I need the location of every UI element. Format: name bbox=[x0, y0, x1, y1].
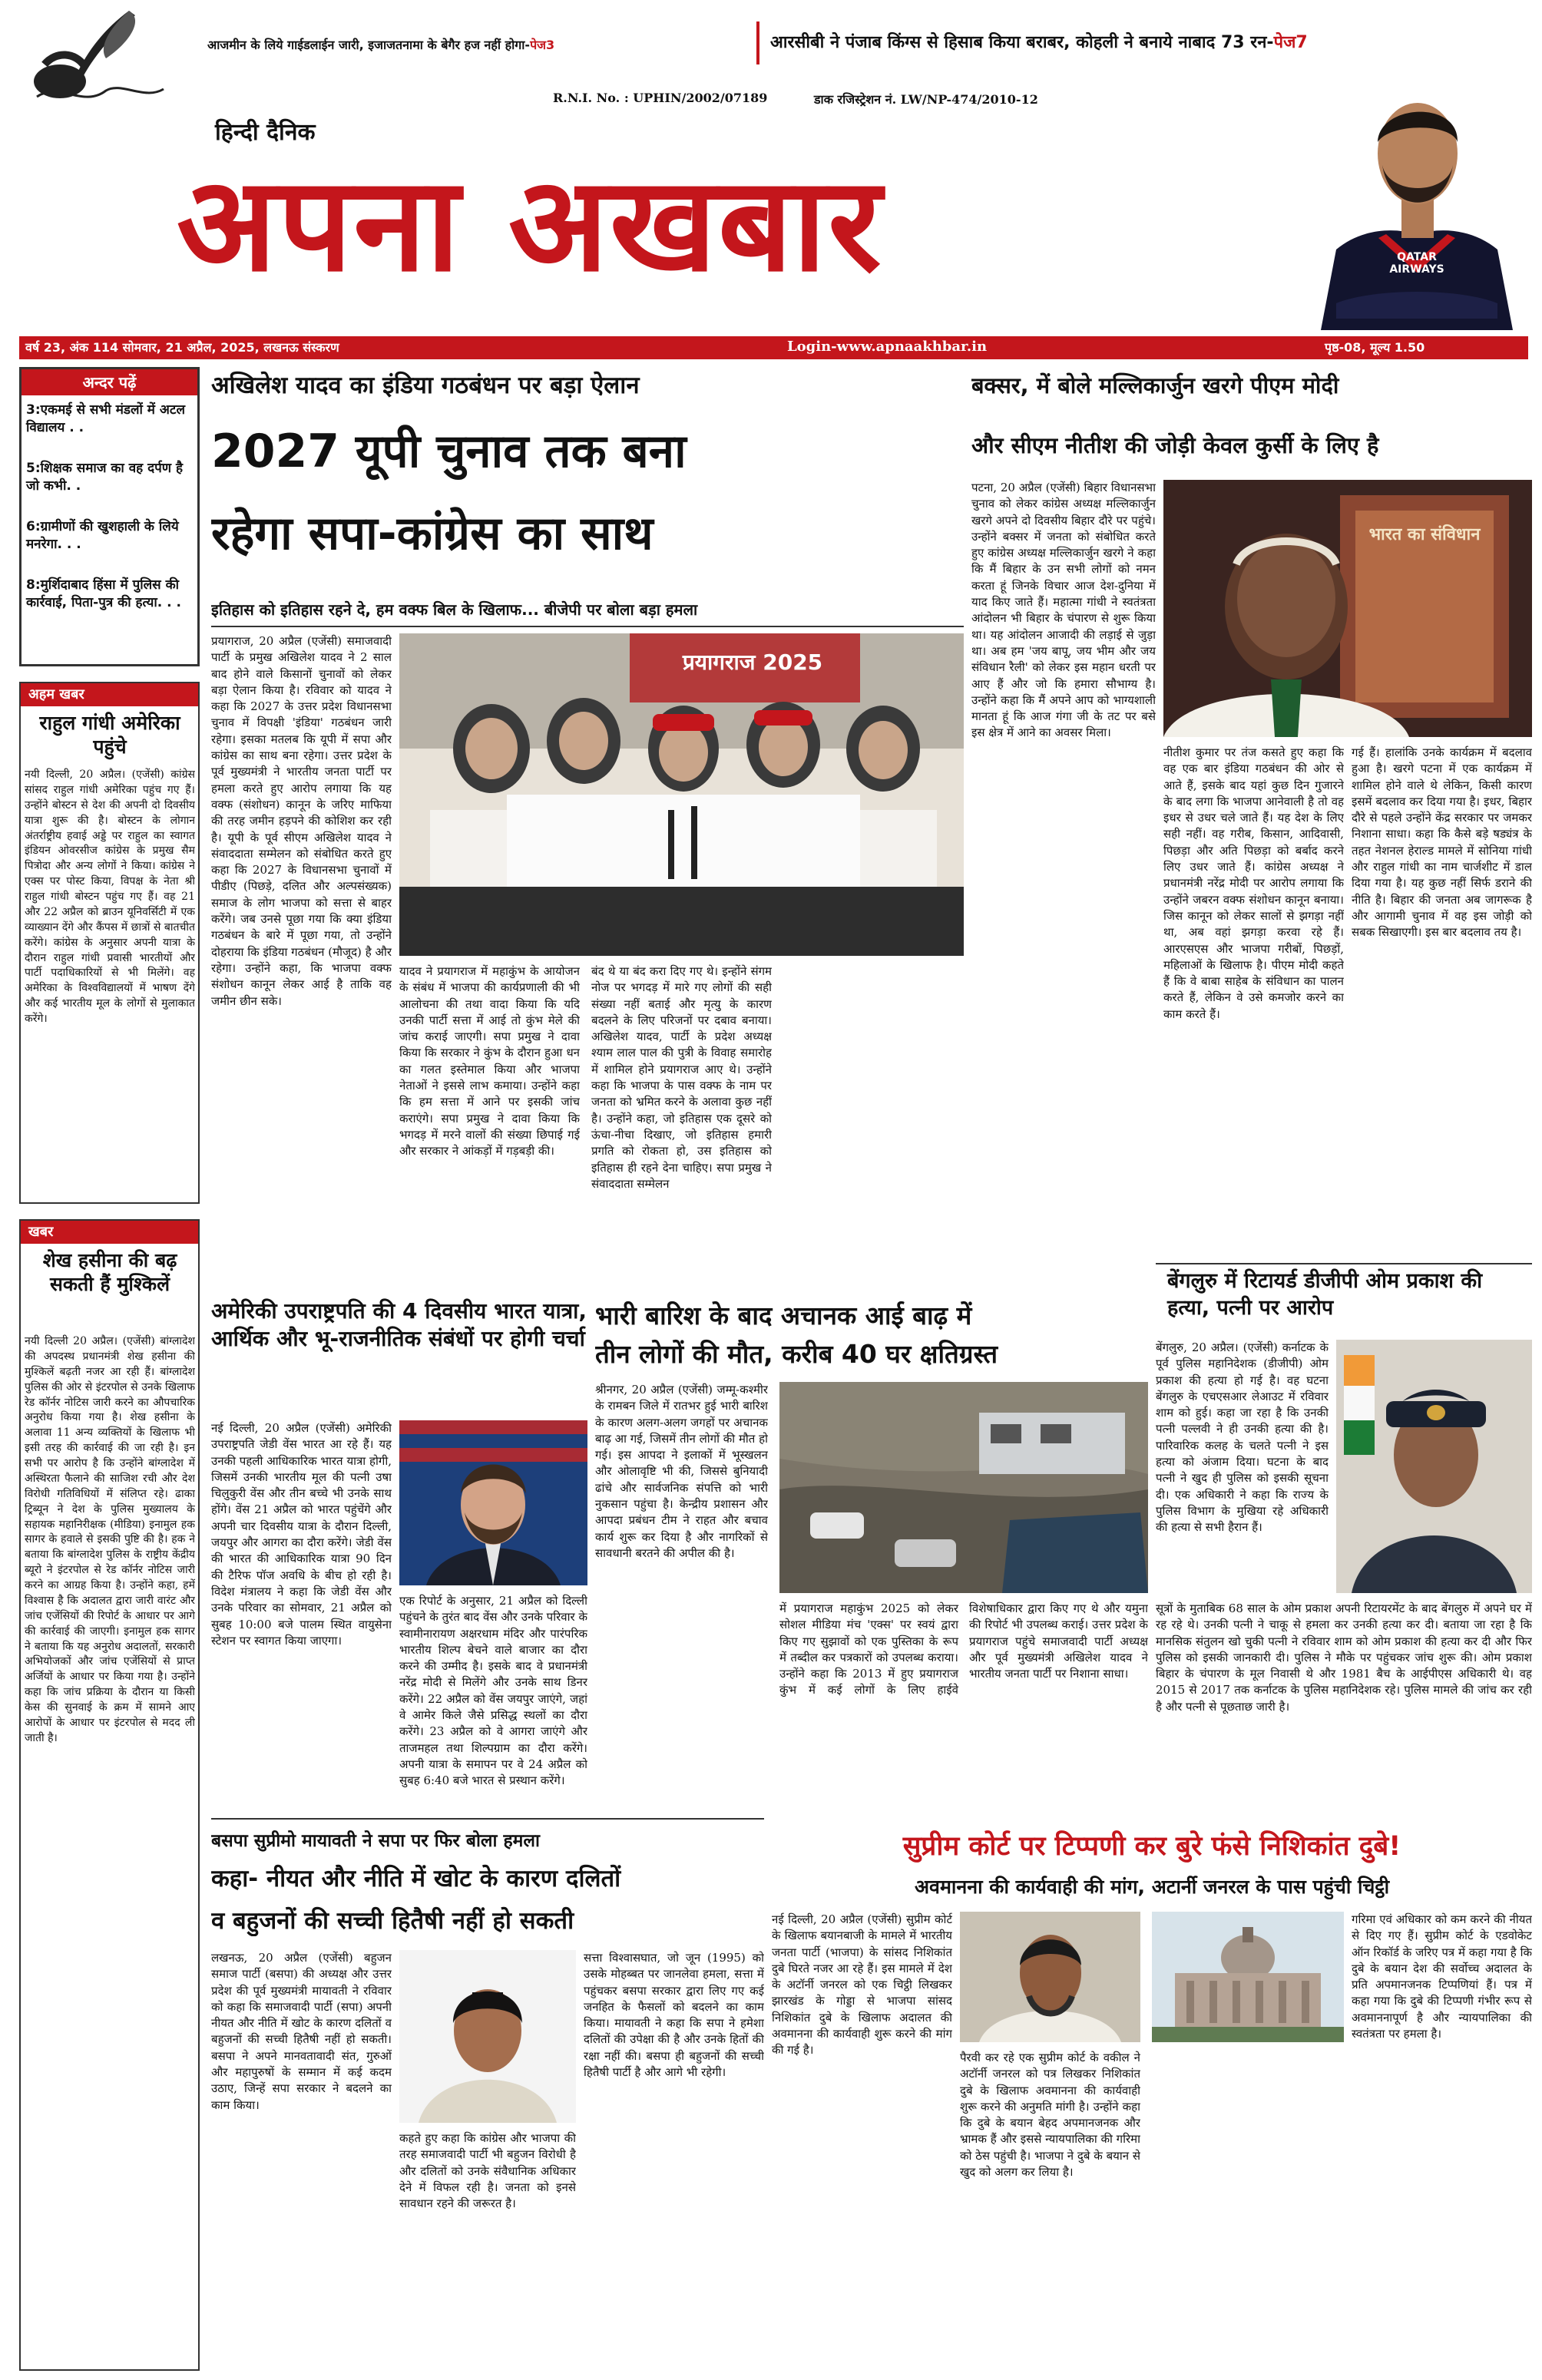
rni-number: R.N.I. No. : UPHIN/2002/07189 bbox=[553, 91, 768, 105]
dubey-subhead: अवमानना की कार्यवाही की मांग, अटार्नी जनरल के पास पहुंची चिट्ठी bbox=[914, 1876, 1390, 1898]
top-teaser-left[interactable] bbox=[207, 32, 737, 58]
newspaper-title: अपना अखबार bbox=[177, 149, 883, 301]
kharge-col-3: गई हैं। हालांकि उनके कार्यक्रम में बदलाव हुआ है। खरगे पटना में एक कार्यक्रम में शामिल होने वाले थे लेकिन, किसी कारण इसमें बदलाव कर दिया गया है। इधर, बिहार दौरे से पहले उन्होंने केंद्र सरकार पर जमकर निशाना साधा। कहा कि कैसे बड़े षड्यंत्र के तहत नेशनल हेराल्ड मामले में सोनिया गांधी और राहुल गांधी का नाम चार्जशीट में डाल दिया गया है। यह कुछ नहीं सिर्फ डराने की नीति है। बिहार की जनता अब जागरूक है और आगामी चुनाव में वह इस जोड़ी को सबक सिखाएगी। इस बार बदलाव तय है। bbox=[1352, 745, 1532, 940]
kharge-headline-1[interactable]: बक्सर, में बोले मल्लिकार्जुन खरगे पीएम मोदी bbox=[971, 372, 1339, 398]
mayawati-col-2: कहते हुए कहा कि कांग्रेस और भाजपा की तरह समाजवादी पार्टी भी बहुजन विरोधी है और दलितों को उनके संवैधानिक अधिकार देने में विफल रही है। जनता को इनसे सावधान रहने की जरूरत है। bbox=[399, 2131, 576, 2211]
top-strip bbox=[0, 0, 1542, 84]
ahem-khabar-title: अहम खबर bbox=[21, 683, 198, 706]
mayawati-photo bbox=[399, 1950, 576, 2123]
tagline: हिन्दी दैनिक bbox=[215, 119, 316, 146]
divider bbox=[1156, 1263, 1532, 1264]
flood-headline-1[interactable]: भारी बारिश के बाद अचानक आई बाढ़ में bbox=[595, 1301, 972, 1330]
top-teaser-right-page: पेज7 bbox=[1273, 33, 1308, 52]
om-prakash-photo bbox=[1336, 1340, 1532, 1593]
vance-col-1: नई दिल्ली, 20 अप्रैल (एजेंसी) अमेरिकी उपराष्ट्रपति जेडी वेंस भारत आ रहे हैं। यह उनकी पहली आधिकारिक भारत यात्रा होगी, जिसमें उनकी भारतीय मूल की पत्नी उषा चिलुकुरी वेंस और तीन बच्चे भी उनके साथ होंगे। वेंस 21 अप्रैल को भारत पहुंचेंगे और अपनी चार दिवसीय यात्रा के दौरान दिल्ली, जयपुर और आगरा का दौरा करेंगे। जेडी वेंस की भारत की आधिकारिक यात्रा 90 दिन की टैरिफ पॉज अवधि के बीच हो रही है। विदेश मंत्रालय ने कहा कि जेडी वेंस और उनके परिवार का सोमवार, 21 अप्रैल को सुबह 10:00 बजे पालम स्थित वायुसेना स्टेशन पर स्वागत किया जाएगा। bbox=[211, 1421, 392, 1648]
akhilesh-kicker[interactable]: अखिलेश यादव का इंडिया गठबंधन पर बड़ा ऐलान bbox=[211, 372, 640, 399]
divider bbox=[211, 1818, 764, 1820]
dubey-headline[interactable]: सुप्रीम कोर्ट पर टिप्पणी कर बुरे फंसे निशिकांत दुबे! bbox=[902, 1831, 1401, 1862]
akhilesh-photo-banner: प्रयागराज 2025 bbox=[682, 650, 823, 675]
kohli-photo bbox=[1305, 81, 1528, 330]
dubey-col-3: गरिमा एवं अधिकार को कम करने की नीयत से दिए गए हैं। सुप्रीम कोर्ट के एडवोकेट ऑन रिकॉर्ड के जरिए पत्र में कहा गया है कि दुबे के बयान देश की सर्वोच्च अदालत के प्रति अपमानजनक टिप्पणियां हैं। पत्र में कहा गया कि दुबे की टिप्पणी गंभीर रूप से अवमाननापूर्ण है और न्यायपालिका की स्वतंत्रता पर हमला है। bbox=[1352, 1912, 1532, 2041]
akhilesh-subhead: इतिहास को इतिहास रहने दे, हम वक्फ बिल के खिलाफ... बीजेपी पर बोला बड़ा हमला bbox=[211, 600, 698, 619]
ahem-khabar-box bbox=[19, 682, 200, 1204]
inside-item[interactable]: 3:एकमई से सभी मंडलों में अटल विद्यालय . . bbox=[26, 402, 185, 435]
dubey-photo bbox=[960, 1912, 1140, 2042]
mayawati-kicker[interactable]: बसपा सुप्रीमो मायावती ने सपा पर फिर बोला हमला bbox=[211, 1831, 540, 1851]
akhilesh-press-photo bbox=[399, 633, 964, 956]
mayawati-col-1: लखनऊ, 20 अप्रैल (एजेंसी) बहुजन समाज पार्टी (बसपा) की अध्यक्ष और उत्तर प्रदेश की पूर्व मुख्यमंत्री मायावती ने रविवार को कहा कि समाजवादी पार्टी (सपा) अपनी नीयत और नीति में खोट के कारण दलितों व बहुजनों की सच्ची हितैषी नहीं हो सकती। बसपा ने अपने मानवतावादी संत, गुरुओं और महापुरुषों के सम्मान में कई कदम उठाए, जिन्हें सपा सरकार ने बदलने का काम किया। bbox=[211, 1951, 392, 2112]
akhilesh-col-3: बंद थे या बंद करा दिए गए थे। इन्होंने संगम नोज पर भगदड़ में मारे गए लोगों की सही संख्या नहीं बताई और मृत्यु के कारण बदलने के लिए परिजनों पर दबाव बनाया। अखिलेश यादव, पार्टी के प्रदेश अध्यक्ष श्याम लाल पाल की पुत्री के विवाह समारोह में शामिल होने प्रयागराज आए थे। उन्होंने कहा कि भाजपा के पास वक्फ के नाम पर जनता को भ्रमित करने के अलावा कुछ नहीं है। उन्होंने कहा, जो इतिहास एक दूसरे को ऊंचा-नीचा दिखाए, जो इतिहास हमारी प्रगति को रोकता हो, उस इतिहास को इतिहास ही रहने देना चाहिए। सपा प्रमुख ने संवाददाता सम्मेलन bbox=[591, 964, 772, 1191]
kharge-col-2: नीतीश कुमार पर तंज कसते हुए कहा कि वह एक बार इंडिया गठबंधन की ओर से आते हैं, इसके बाद यहां कुछ दिन गुजारने के बाद लगा कि भाजपा आनेवाली है तो वह इधर से उधर चले जाते हैं। यह देश के लिए सही नहीं। वह गरीब, किसान, आदिवासी, पिछड़ा और अति पिछड़ा को बर्बाद करने लिए उधर जाते हैं। कांग्रेस अध्यक्ष ने प्रधानमंत्री नरेंद्र मोदी पर आरोप लगाया कि उन्होंने जबरन वक्फ संशोधन कानून बनाया। जिस कानून को लेकर सालों से झगड़ा नहीं था, अब वहां झगड़ा करवा रहे हैं। आरएसएस और भाजपा गरीबों, पिछड़ों, महिलाओं के खिलाफ है। पीएम मोदी कहते हैं कि वे बाबा साहेब के संविधान का पालन करते हैं, लेकिन वे उसे कमजोर करने का काम करते हैं। bbox=[1163, 745, 1344, 1021]
divider bbox=[211, 626, 964, 627]
ahem-khabar-body: नयी दिल्ली, 20 अप्रैल। (एजेंसी) कांग्रेस सांसद राहुल गांधी अमेरिका पहुंच गए हैं। उन्होंने बोस्टन से देश की अपनी दो दिवसीय यात्रा शुरू की है। बोस्टन के लोगान अंतर्राष्ट्रीय हवाई अड्डे पर राहुल का स्वागत इंडियन ओवरसीज कांग्रेस के प्रमुख सैम पित्रोदा और अन्य लोगों ने किया। कांग्रेस ने एक्स पर पोस्ट किया, विपक्ष के नेता श्री राहुल गांधी बोस्टन पहुंच गए हैं। वह 21 और 22 अप्रैल को ब्राउन यूनिवर्सिटी में एक व्याख्यान देंगे और कैंपस में छात्रों से बातचीत करेंगे। कांग्रेस के अनुसार अपनी यात्रा के दौरान राहुल गांधी प्रवासी भारतीयों और पार्टी पदाधिकारियों से भी मिलेंगे। वह अमेरिका के विश्वविद्यालयों में भाषण देंगे और कई भारतीय मूल के लोगों से मुलाकात करेंगे। bbox=[25, 769, 195, 1025]
akhilesh-headline-1[interactable]: 2027 यूपी चुनाव तक बना bbox=[211, 425, 687, 478]
top-teaser-left-page: पेज3 bbox=[530, 38, 555, 52]
supreme-court-photo bbox=[1152, 1912, 1344, 2042]
flood-col-1: श्रीनगर, 20 अप्रैल (एजेंसी) जम्मू-कश्मीर के रामबन जिले में रातभर हुई भारी बारिश के कारण अलग-अलग जगहों पर अचानक बाढ़ आ गई, जिसमें तीन लोगों की मौत हो गई। इस आपदा ने इलाकों में भूस्खलन और ओलावृष्टि भी की, जिससे बुनियादी ढांचे और सार्वजनिक संपत्ति को भारी नुकसान पहुंचा है। केन्द्रीय प्रशासन और आपदा प्रबंधन टीम ने राहत और बचाव कार्य शुरू कर दिया है और नागरिकों से सावधानी बरतने की अपील की है। bbox=[595, 1383, 768, 1560]
kharge-photo-caption: भारत का संविधान bbox=[1368, 525, 1481, 544]
mayawati-headline-2[interactable]: व बहुजनों की सच्ची हितैषी नहीं हो सकती bbox=[211, 1907, 574, 1935]
kharge-photo bbox=[1163, 480, 1532, 737]
vance-col-2: एक रिपोर्ट के अनुसार, 21 अप्रैल को दिल्ली पहुंचने के तुरंत बाद वेंस और उनके परिवार के स्वामीनारायण अक्षरधाम मंदिर और पारंपरिक भारतीय शिल्प बेचने वाले बाजार का दौरा करने की उम्मीद है। इसके बाद वे प्रधानमंत्री नरेंद्र मोदी से मिलेंगे और उनके साथ डिनर करेंगे। 22 अप्रैल को वेंस जयपुर जाएंगे, जहां वे आमेर किले जैसे प्रसिद्ध स्थलों का दौरा करेंगे। 23 अप्रैल को वे आगरा जाएंगे और ताजमहल तथा शिल्पग्राम का दौरा करेंगे। अपनी यात्रा के समापन पर वे 24 अप्रैल को सुबह 6:40 बजे भारत से प्रस्थान करेंगे। bbox=[399, 1594, 587, 1788]
inside-box-title: अन्दर पढ़ें bbox=[22, 369, 197, 395]
kharge-col-1: पटना, 20 अप्रैल (एजेंसी) बिहार विधानसभा चुनाव को लेकर कांग्रेस अध्यक्ष मल्लिकार्जुन खरगे अपने दो दिवसीय बिहार दौरे पर पहुंचे। उन्होंने बक्सर में जनता को संबोधित करते हुए कांग्रेस अध्यक्ष मल्लिकार्जुन खरगे ने कहा कि मैं बिहार के उन सभी लोगों को नमन करता हूं जिनके विचार आज देश-दुनिया में याद किए जाते हैं। महात्मा गांधी ने स्वतंत्रता आंदोलन भी बिहार के चंपारण से शुरू किया था। यह आंदोलन आजादी की लड़ाई से जुड़ा था। अब हम 'जय बापू, जय भीम और जय संविधान रैली' को लेकर इस महान धरती पर आए हैं और जो कि हमारा सौभाग्य है। उन्होंने कहा कि मैं अपने आप को भाग्यशाली मानता हूं कि आज गंगा जी के तट पर बसे इस क्षेत्र में आने का अवसर मिला। bbox=[971, 481, 1156, 740]
top-teaser-right[interactable] bbox=[756, 21, 1532, 64]
jersey-sponsor: QATAR AIRWAYS bbox=[1389, 251, 1444, 276]
quill-logo bbox=[14, 5, 175, 120]
mayawati-headline-1[interactable]: कहा- नीयत और नीति में खोट के कारण दलितों bbox=[211, 1865, 621, 1892]
postal-registration: डाक रजिस्ट्रेशन नं. LW/NP-474/2010-12 bbox=[814, 92, 1038, 107]
page-price: पृष्ठ-08, मूल्य 1.50 bbox=[1325, 340, 1425, 355]
inside-item[interactable]: 5:शिक्षक समाज का वह दर्पण है जो कभी. . bbox=[26, 461, 184, 494]
khabar-headline[interactable]: शेख हसीना की बढ़ सकती हैं मुश्किलें bbox=[42, 1249, 177, 1296]
dubey-col-2: पैरवी कर रहे एक सुप्रीम कोर्ट के वकील ने अटॉर्नी जनरल को पत्र लिखकर निशिकांत दुबे के खिलाफ अवमानना की कार्यवाही शुरू करने की अनुमति मांगी है। उन्होंने कहा कि दुबे के बयान बेहद अपमानजनक और भ्रामक हैं और इससे न्यायपालिका की गरिमा को ठेस पहुंची है। भाजपा ने दुबे के बयान से खुद को अलग कर लिया है। bbox=[960, 2051, 1140, 2180]
khabar-body: नयी दिल्ली 20 अप्रैल। (एजेंसी) बांग्लादेश की अपदस्थ प्रधानमंत्री शेख हसीना की मुश्किलें बढ़ती नजर आ रही हैं। बांग्लादेश पुलिस की ओर से इंटरपोल से उनके खिलाफ रेड कॉर्नर नोटिस जारी करने का औपचारिक अनुरोध किया गया है। शेख हसीना के अलावा 11 अन्य व्यक्तियों के खिलाफ भी इसी तरह की कार्रवाई की जा रही है। इन सभी पर आरोप है कि उन्होंने बांग्लादेश में अस्थिरता फैलाने की साजिश रची और देश विरोधी गतिविधियों में संलिप्त रहे। ढाका ट्रिब्यून ने देश के पुलिस मुख्यालय के सहायक महानिरीक्षक (मीडिया) इनामुल हक सागर के हवाले से इसकी पुष्टि की है। हक ने बताया कि बांग्लादेश पुलिस के राष्ट्रीय केंद्रीय ब्यूरो ने इंटरपोल से रेड कॉर्नर नोटिस जारी करने का आग्रह किया है। उन्होंने कहा, हमें विश्वास है कि अदालत द्वारा जारी वारंट और जांच एजेंसियों की रिपोर्ट के आधार पर आगे की कार्रवाई की जाएगी। इनामुल हक सागर ने बताया कि यह अनुरोध अदालतों, सरकारी अभियोजकों और जांच एजेंसियों से प्राप्त अर्जियों के आधार पर किया गया है। उन्होंने कहा कि जांच प्रक्रिया के दौरान या किसी केस की सुनवाई के क्रम में सामने आए आरोपों के आधार पर इंटरपोल से मदद ली जाती है। bbox=[25, 1335, 195, 1744]
dubey-col-1: नई दिल्ली, 20 अप्रैल (एजेंसी) सुप्रीम कोर्ट के खिलाफ बयानबाजी के मामले में भारतीय जनता पार्टी (भाजपा) के सांसद निशिकांत दुबे घिरते नजर आ रहे हैं। इस मामले में देश के अटॉर्नी जनरल को एक चिट्ठी लिखकर झारखंड के गोड्डा से भाजपा सांसद निशिकांत दुबे के खिलाफ अदालत की अवमानना की कार्यवाही शुरू करने की मांग की गई है। bbox=[772, 1912, 952, 2058]
inside-item[interactable]: 8:मुर्शिदाबाद हिंसा में पुलिस की कार्रवाई, पिता-पुत्र की हत्या. . . bbox=[26, 577, 181, 610]
issue-info: वर्ष 23, अंक 114 सोमवार, 21 अप्रैल, 2025, लखनऊ संस्करण bbox=[25, 340, 339, 355]
flood-photo bbox=[779, 1382, 1148, 1593]
bengaluru-headline[interactable]: बेंगलुरु में रिटायर्ड डीजीपी ओम प्रकाश की हत्या, पत्नी पर आरोप bbox=[1167, 1269, 1483, 1320]
bengaluru-col-1: बेंगलुरु, 20 अप्रैल। (एजेंसी) कर्नाटक के पूर्व पुलिस महानिदेशक (डीजीपी) ओम प्रकाश की हत्या हो गई है। वह घटना बेंगलुरु के एचएसआर लेआउट में रविवार शाम को हुई। कहा जा रहा है कि उनकी पत्नी पल्लवी ने ही उनकी हत्या की है। पारिवारिक कलह के चलते पत्नी ने इस हत्या को अंजाम दिया। घटना के बाद पत्नी ने खुद ही पुलिस को इसकी सूचना दी। एक अधिकारी ने कहा कि राज्य के पुलिस विभाग के मुखिया रहे अधिकारी की हत्या से सभी हैरान हैं। bbox=[1156, 1340, 1329, 1535]
vance-photo bbox=[399, 1420, 587, 1585]
vance-headline[interactable]: अमेरिकी उपराष्ट्रपति की 4 दिवसीय भारत यात्रा, आर्थिक और भू-राजनीतिक संबंधों पर होगी चर्चा bbox=[211, 1298, 587, 1352]
top-teaser-left-text: आजमीन के लिये गाईडलाईन जारी, इजाजतनामा के बेगैर हज नहीं होगा- bbox=[207, 38, 531, 52]
inside-item[interactable]: 6:ग्रामीणों की खुशहाली के लिये मनरेगा. . . bbox=[26, 519, 179, 552]
info-bar bbox=[19, 336, 1528, 359]
flood-headline-2[interactable]: तीन लोगों की मौत, करीब 40 घर क्षतिग्रस्त bbox=[595, 1339, 998, 1369]
kharge-headline-2[interactable]: और सीएम नीतीश की जोड़ी केवल कुर्सी के लिए है bbox=[971, 432, 1379, 458]
akhilesh-col-1: प्रयागराज, 20 अप्रैल (एजेंसी) समाजवादी पार्टी के प्रमुख अखिलेश यादव ने 2 साल बाद होने वाले किसानों चुनावों को लेकर बड़ा ऐलान किया है। रविवार को यादव ने कहा कि 2027 के उत्तर प्रदेश विधानसभा चुनाव में विपक्षी 'इंडिया' गठबंधन जारी रहेगा। इसका मतलब कि यूपी में सपा और कांग्रेस का साथ बना रहेगा। उत्तर प्रदेश के पूर्व मुख्यमंत्री ने भारतीय जनता पार्टी पर हमला करते हुए आरोप लगाया कि यह वक्फ (संशोधन) कानून के जरिए माफिया की तरह जमीन हड़पने की कोशिश कर रही है। यूपी के पूर्व सीएम अखिलेश यादव ने संवाददाता सम्मेलन को संबोधित करते हुए कहा कि 2027 के विधानसभा चुनावों में पीडीए (पिछड़े, दलित और अल्पसंख्यक) समाज के लोग भाजपा को सत्ता से बाहर करेंगे। जब उनसे पूछा गया कि क्या इंडिया गठबंधन के बारे में पूछा गया, तो उन्होंने दोहराया कि इंडिया गठबंधन (मौजूद) है और रहेगा। उन्होंने कहा, कि भाजपा वक्फ संशोधन कानून लेकर आई है ताकि वह जमीन छीन सके। bbox=[211, 634, 392, 1008]
inside-box bbox=[19, 367, 200, 666]
flood-col-2: में प्रयागराज महाकुंभ 2025 को लेकर सोशल मीडिया मंच 'एक्स' पर स्वयं द्वारा किए गए सुझावों को एक पुस्तिका के रूप में तब्दील कर पत्रकारों को उपलब्ध कराया। उन्होंने कहा कि 2013 में हुए प्रयागराज कुंभ में कई लोगों के लिए हाईवे विशेषाधिकार द्वारा किए गए थे और यमुना की रिपोर्ट भी उपलब्ध कराई। उत्तर प्रदेश के प्रयागराज पहुंचे समाजवादी पार्टी अध्यक्ष और पूर्व मुख्यमंत्री अखिलेश यादव ने भारतीय जनता पार्टी पर निशाना साधा। bbox=[779, 1602, 1148, 1697]
sidebar bbox=[19, 367, 200, 2371]
top-teaser-right-text: आरसीबी ने पंजाब किंग्स से हिसाब किया बराबर, कोहली ने बनाये नाबाद 73 रन- bbox=[770, 33, 1274, 52]
mayawati-col-3: सत्ता विश्वासघात, जो जून (1995) को उसके मोहब्बत पर जानलेवा हमला, सत्ता में पहुंचकर बसपा सरकार द्वारा लिए गए कई जनहित के फैसलों को बदलने का काम किया। मायावती ने कहा कि सपा ने हमेशा दलितों की उपेक्षा की है और उनके हितों की रक्षा नहीं की। बसपा ही बहुजनों की सच्ची हितैषी पार्टी है और आगे भी रहेगी। bbox=[584, 1951, 764, 2080]
akhilesh-headline-2[interactable]: रहेगा सपा-कांग्रेस का साथ bbox=[211, 507, 654, 560]
khabar-box bbox=[19, 1219, 200, 2371]
akhilesh-col-2: यादव ने प्रयागराज में महाकुंभ के आयोजन के संबंध में भाजपा की कार्यप्रणाली की भी आलोचना की तथा वादा किया कि यदि उनकी पार्टी सत्ता में आई तो कुंभ मेले की जांच कराई जाएगी। सपा प्रमुख ने दावा किया कि सरकार ने कुंभ के दौरान हुआ धन का गलत इस्तेमाल किया और भाजपा नेताओं ने इससे लाभ कमाया। उन्होंने कहा कि हम सत्ता में आने पर इसकी जांच कराएंगे। सपा प्रमुख ने दावा किया कि भगदड़ में मरने वालों की संख्या छिपाई गई और सरकार ने आंकड़ों में गड़बड़ी की। bbox=[399, 964, 580, 1159]
ahem-khabar-headline[interactable]: राहुल गांधी अमेरिका पहुंचे bbox=[39, 712, 180, 759]
khabar-title: खबर bbox=[21, 1221, 198, 1244]
login-link[interactable]: Login-www.apnaakhbar.in bbox=[787, 339, 988, 355]
bengaluru-col-2: सूत्रों के मुताबिक 68 साल के ओम प्रकाश अपनी रिटायरमेंट के बाद बेंगलुरु में अपने घर में रह रहे थे। उनकी पत्नी ने चाकू से हमला कर उनकी हत्या कर दी। बताया जा रहा है कि मानसिक संतुलन खो चुकी पत्नी ने रविवार शाम को ओम प्रकाश की हत्या कर दी और फिर पुलिस को इसकी जानकारी दी। पुलिस ने मौके पर पहुंचकर जांच शुरू की। ओम प्रकाश बिहार के चंपारण के मूल निवासी थे और 1981 बैच के आईपीएस अधिकारी थे। वह 2015 से 2017 तक कर्नाटक के पुलिस महानिदेशक रहे। पुलिस मामले की जांच कर रही है और पत्नी से पूछताछ जारी है। bbox=[1156, 1602, 1532, 1714]
